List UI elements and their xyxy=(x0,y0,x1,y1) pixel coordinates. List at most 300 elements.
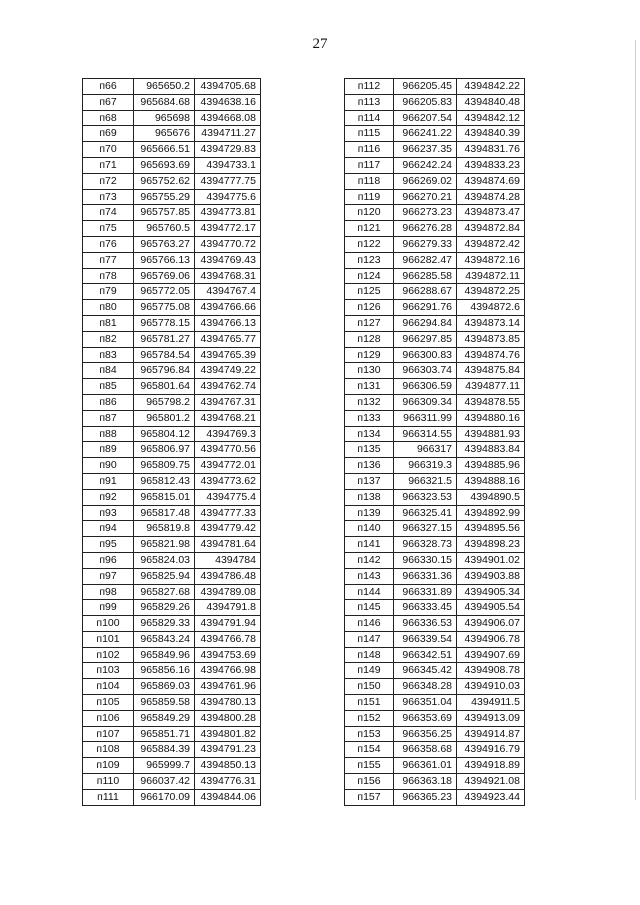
point-id-cell: п154 xyxy=(345,742,394,758)
table-row xyxy=(345,774,525,790)
point-id-cell: п151 xyxy=(345,695,394,711)
y-coordinate-cell: 4394705.68 xyxy=(195,79,261,95)
x-coordinate-cell: 965809.75 xyxy=(134,458,195,474)
table-row xyxy=(83,236,261,252)
point-id-cell: п71 xyxy=(83,157,134,173)
table-row xyxy=(83,647,261,663)
table-row xyxy=(83,347,261,363)
x-coordinate-cell: 965812.43 xyxy=(134,473,195,489)
table-row xyxy=(345,742,525,758)
table-row xyxy=(345,189,525,205)
y-coordinate-cell: 4394918.89 xyxy=(457,758,525,774)
x-coordinate-cell: 966314.55 xyxy=(394,426,457,442)
point-id-cell: п132 xyxy=(345,394,394,410)
y-coordinate-cell: 4394765.39 xyxy=(195,347,261,363)
x-coordinate-cell: 966323.53 xyxy=(394,489,457,505)
point-id-cell: п129 xyxy=(345,347,394,363)
y-coordinate-cell: 4394890.5 xyxy=(457,489,525,505)
y-coordinate-cell: 4394881.93 xyxy=(457,426,525,442)
table-row xyxy=(83,695,261,711)
point-id-cell: п113 xyxy=(345,94,394,110)
point-id-cell: п82 xyxy=(83,331,134,347)
table-row xyxy=(345,600,525,616)
x-coordinate-cell: 966205.45 xyxy=(394,79,457,95)
y-coordinate-cell: 4394768.21 xyxy=(195,410,261,426)
x-coordinate-cell: 965772.05 xyxy=(134,284,195,300)
y-coordinate-cell: 4394773.62 xyxy=(195,473,261,489)
x-coordinate-cell: 965825.94 xyxy=(134,568,195,584)
x-coordinate-cell: 966331.89 xyxy=(394,584,457,600)
point-id-cell: п141 xyxy=(345,537,394,553)
table-row xyxy=(345,347,525,363)
x-coordinate-cell: 966207.54 xyxy=(394,110,457,126)
point-id-cell: п120 xyxy=(345,205,394,221)
y-coordinate-cell: 4394910.03 xyxy=(457,679,525,695)
point-id-cell: п112 xyxy=(345,79,394,95)
point-id-cell: п126 xyxy=(345,300,394,316)
point-id-cell: п139 xyxy=(345,505,394,521)
point-id-cell: п91 xyxy=(83,473,134,489)
x-coordinate-cell: 965849.29 xyxy=(134,710,195,726)
point-id-cell: п85 xyxy=(83,379,134,395)
table-row xyxy=(83,616,261,632)
table-row xyxy=(83,458,261,474)
table-row xyxy=(83,79,261,95)
x-coordinate-cell: 966319.3 xyxy=(394,458,457,474)
table-row xyxy=(83,284,261,300)
table-row xyxy=(345,584,525,600)
x-coordinate-cell: 965817.48 xyxy=(134,505,195,521)
table-row xyxy=(83,221,261,237)
table-row xyxy=(345,521,525,537)
point-id-cell: п93 xyxy=(83,505,134,521)
table-row xyxy=(345,157,525,173)
y-coordinate-cell: 4394772.17 xyxy=(195,221,261,237)
table-row xyxy=(345,142,525,158)
x-coordinate-cell: 966270.21 xyxy=(394,189,457,205)
point-id-cell: п86 xyxy=(83,394,134,410)
point-id-cell: п111 xyxy=(83,789,134,805)
point-id-cell: п88 xyxy=(83,426,134,442)
point-id-cell: п106 xyxy=(83,710,134,726)
x-coordinate-cell: 965806.97 xyxy=(134,442,195,458)
y-coordinate-cell: 4394766.66 xyxy=(195,300,261,316)
table-row xyxy=(83,268,261,284)
table-row xyxy=(345,300,525,316)
point-id-cell: п143 xyxy=(345,568,394,584)
x-coordinate-cell: 966288.67 xyxy=(394,284,457,300)
x-coordinate-cell: 966205.83 xyxy=(394,94,457,110)
x-coordinate-cell: 966300.83 xyxy=(394,347,457,363)
y-coordinate-cell: 4394880.16 xyxy=(457,410,525,426)
point-id-cell: п90 xyxy=(83,458,134,474)
y-coordinate-cell: 4394840.39 xyxy=(457,126,525,142)
x-coordinate-cell: 966285.58 xyxy=(394,268,457,284)
y-coordinate-cell: 4394766.98 xyxy=(195,663,261,679)
table-row xyxy=(83,315,261,331)
point-id-cell: п83 xyxy=(83,347,134,363)
y-coordinate-cell: 4394769.43 xyxy=(195,252,261,268)
x-coordinate-cell: 966339.54 xyxy=(394,631,457,647)
y-coordinate-cell: 4394767.31 xyxy=(195,394,261,410)
table-row xyxy=(345,221,525,237)
table-row xyxy=(345,789,525,805)
point-id-cell: п117 xyxy=(345,157,394,173)
table-row xyxy=(83,742,261,758)
point-id-cell: п102 xyxy=(83,647,134,663)
coordinates-table-left xyxy=(82,78,261,806)
y-coordinate-cell: 4394800.28 xyxy=(195,710,261,726)
table-row xyxy=(345,552,525,568)
x-coordinate-cell: 965856.16 xyxy=(134,663,195,679)
table-row xyxy=(83,774,261,790)
table-row xyxy=(345,268,525,284)
y-coordinate-cell: 4394908.78 xyxy=(457,663,525,679)
point-id-cell: п122 xyxy=(345,236,394,252)
y-coordinate-cell: 4394906.78 xyxy=(457,631,525,647)
table-row xyxy=(83,552,261,568)
x-coordinate-cell: 965766.13 xyxy=(134,252,195,268)
y-coordinate-cell: 4394668.08 xyxy=(195,110,261,126)
point-id-cell: п68 xyxy=(83,110,134,126)
x-coordinate-cell: 966241.22 xyxy=(394,126,457,142)
point-id-cell: п75 xyxy=(83,221,134,237)
y-coordinate-cell: 4394872.6 xyxy=(457,300,525,316)
x-coordinate-cell: 966353.69 xyxy=(394,710,457,726)
point-id-cell: п147 xyxy=(345,631,394,647)
table-row xyxy=(83,94,261,110)
table-row xyxy=(345,94,525,110)
point-id-cell: п153 xyxy=(345,726,394,742)
y-coordinate-cell: 4394921.08 xyxy=(457,774,525,790)
point-id-cell: п115 xyxy=(345,126,394,142)
y-coordinate-cell: 4394749.22 xyxy=(195,363,261,379)
y-coordinate-cell: 4394872.42 xyxy=(457,236,525,252)
y-coordinate-cell: 4394874.28 xyxy=(457,189,525,205)
table-row xyxy=(345,710,525,726)
y-coordinate-cell: 4394779.42 xyxy=(195,521,261,537)
x-coordinate-cell: 966361.01 xyxy=(394,758,457,774)
x-coordinate-cell: 965757.85 xyxy=(134,205,195,221)
table-row xyxy=(345,205,525,221)
point-id-cell: п157 xyxy=(345,789,394,805)
y-coordinate-cell: 4394767.4 xyxy=(195,284,261,300)
x-coordinate-cell: 965676 xyxy=(134,126,195,142)
x-coordinate-cell: 966269.02 xyxy=(394,173,457,189)
x-coordinate-cell: 965763.27 xyxy=(134,236,195,252)
y-coordinate-cell: 4394842.22 xyxy=(457,79,525,95)
y-coordinate-cell: 4394791.8 xyxy=(195,600,261,616)
x-coordinate-cell: 965859.58 xyxy=(134,695,195,711)
point-id-cell: п67 xyxy=(83,94,134,110)
table-row xyxy=(83,173,261,189)
x-coordinate-cell: 966336.53 xyxy=(394,616,457,632)
point-id-cell: п89 xyxy=(83,442,134,458)
table-row xyxy=(83,410,261,426)
y-coordinate-cell: 4394873.85 xyxy=(457,331,525,347)
x-coordinate-cell: 965801.64 xyxy=(134,379,195,395)
point-id-cell: п92 xyxy=(83,489,134,505)
point-id-cell: п72 xyxy=(83,173,134,189)
point-id-cell: п78 xyxy=(83,268,134,284)
y-coordinate-cell: 4394733.1 xyxy=(195,157,261,173)
y-coordinate-cell: 4394916.79 xyxy=(457,742,525,758)
y-coordinate-cell: 4394911.5 xyxy=(457,695,525,711)
table-row xyxy=(345,284,525,300)
x-coordinate-cell: 965775.08 xyxy=(134,300,195,316)
point-id-cell: п134 xyxy=(345,426,394,442)
y-coordinate-cell: 4394878.55 xyxy=(457,394,525,410)
point-id-cell: п152 xyxy=(345,710,394,726)
x-coordinate-cell: 965760.5 xyxy=(134,221,195,237)
table-row xyxy=(345,758,525,774)
table-row xyxy=(345,110,525,126)
point-id-cell: п142 xyxy=(345,552,394,568)
y-coordinate-cell: 4394766.13 xyxy=(195,315,261,331)
table-row xyxy=(345,679,525,695)
x-coordinate-cell: 966345.42 xyxy=(394,663,457,679)
point-id-cell: п119 xyxy=(345,189,394,205)
table-row xyxy=(83,394,261,410)
point-id-cell: п109 xyxy=(83,758,134,774)
point-id-cell: п144 xyxy=(345,584,394,600)
table-row xyxy=(83,726,261,742)
x-coordinate-cell: 965796.84 xyxy=(134,363,195,379)
x-coordinate-cell: 966297.85 xyxy=(394,331,457,347)
y-coordinate-cell: 4394901.02 xyxy=(457,552,525,568)
point-id-cell: п97 xyxy=(83,568,134,584)
x-coordinate-cell: 966356.25 xyxy=(394,726,457,742)
table-row xyxy=(345,489,525,505)
point-id-cell: п94 xyxy=(83,521,134,537)
point-id-cell: п81 xyxy=(83,315,134,331)
x-coordinate-cell: 965784.54 xyxy=(134,347,195,363)
y-coordinate-cell: 4394872.11 xyxy=(457,268,525,284)
x-coordinate-cell: 965869.03 xyxy=(134,679,195,695)
table-row xyxy=(83,157,261,173)
x-coordinate-cell: 965801.2 xyxy=(134,410,195,426)
point-id-cell: п73 xyxy=(83,189,134,205)
y-coordinate-cell: 4394766.78 xyxy=(195,631,261,647)
y-coordinate-cell: 4394842.12 xyxy=(457,110,525,126)
point-id-cell: п79 xyxy=(83,284,134,300)
y-coordinate-cell: 4394883.84 xyxy=(457,442,525,458)
x-coordinate-cell: 966342.51 xyxy=(394,647,457,663)
x-coordinate-cell: 966273.23 xyxy=(394,205,457,221)
point-id-cell: п70 xyxy=(83,142,134,158)
x-coordinate-cell: 965849.96 xyxy=(134,647,195,663)
x-coordinate-cell: 965798.2 xyxy=(134,394,195,410)
point-id-cell: п123 xyxy=(345,252,394,268)
x-coordinate-cell: 966282.47 xyxy=(394,252,457,268)
point-id-cell: п104 xyxy=(83,679,134,695)
y-coordinate-cell: 4394765.77 xyxy=(195,331,261,347)
point-id-cell: п80 xyxy=(83,300,134,316)
y-coordinate-cell: 4394914.87 xyxy=(457,726,525,742)
y-coordinate-cell: 4394892.99 xyxy=(457,505,525,521)
point-id-cell: п107 xyxy=(83,726,134,742)
table-row xyxy=(83,252,261,268)
point-id-cell: п96 xyxy=(83,552,134,568)
table-row xyxy=(345,568,525,584)
y-coordinate-cell: 4394895.56 xyxy=(457,521,525,537)
x-coordinate-cell: 966303.74 xyxy=(394,363,457,379)
table-row xyxy=(83,126,261,142)
table-row xyxy=(83,110,261,126)
point-id-cell: п110 xyxy=(83,774,134,790)
y-coordinate-cell: 4394905.54 xyxy=(457,600,525,616)
y-coordinate-cell: 4394761.96 xyxy=(195,679,261,695)
x-coordinate-cell: 966294.84 xyxy=(394,315,457,331)
y-coordinate-cell: 4394770.56 xyxy=(195,442,261,458)
point-id-cell: п77 xyxy=(83,252,134,268)
point-id-cell: п114 xyxy=(345,110,394,126)
page-number: 27 xyxy=(312,36,328,52)
table-row xyxy=(345,379,525,395)
x-coordinate-cell: 965778.15 xyxy=(134,315,195,331)
x-coordinate-cell: 966321.5 xyxy=(394,473,457,489)
table-row xyxy=(83,584,261,600)
table-row xyxy=(345,631,525,647)
table-row xyxy=(345,315,525,331)
y-coordinate-cell: 4394772.01 xyxy=(195,458,261,474)
table-row xyxy=(345,363,525,379)
y-coordinate-cell: 4394877.11 xyxy=(457,379,525,395)
x-coordinate-cell: 965769.06 xyxy=(134,268,195,284)
x-coordinate-cell: 965851.71 xyxy=(134,726,195,742)
x-coordinate-cell: 966325.41 xyxy=(394,505,457,521)
y-coordinate-cell: 4394729.83 xyxy=(195,142,261,158)
x-coordinate-cell: 965804.12 xyxy=(134,426,195,442)
x-coordinate-cell: 966276.28 xyxy=(394,221,457,237)
y-coordinate-cell: 4394638.16 xyxy=(195,94,261,110)
table-row xyxy=(345,537,525,553)
x-coordinate-cell: 966311.99 xyxy=(394,410,457,426)
y-coordinate-cell: 4394850.13 xyxy=(195,758,261,774)
y-coordinate-cell: 4394873.47 xyxy=(457,205,525,221)
point-id-cell: п95 xyxy=(83,537,134,553)
point-id-cell: п145 xyxy=(345,600,394,616)
table-row xyxy=(345,647,525,663)
y-coordinate-cell: 4394831.76 xyxy=(457,142,525,158)
y-coordinate-cell: 4394833.23 xyxy=(457,157,525,173)
x-coordinate-cell: 965999.7 xyxy=(134,758,195,774)
y-coordinate-cell: 4394768.31 xyxy=(195,268,261,284)
coordinates-table-right xyxy=(344,78,525,806)
y-coordinate-cell: 4394872.25 xyxy=(457,284,525,300)
y-coordinate-cell: 4394875.84 xyxy=(457,363,525,379)
x-coordinate-cell: 966331.36 xyxy=(394,568,457,584)
table-row xyxy=(345,726,525,742)
point-id-cell: п130 xyxy=(345,363,394,379)
table-row xyxy=(83,631,261,647)
y-coordinate-cell: 4394769.3 xyxy=(195,426,261,442)
y-coordinate-cell: 4394840.48 xyxy=(457,94,525,110)
point-id-cell: п74 xyxy=(83,205,134,221)
point-id-cell: п118 xyxy=(345,173,394,189)
x-coordinate-cell: 966237.35 xyxy=(394,142,457,158)
point-id-cell: п100 xyxy=(83,616,134,632)
x-coordinate-cell: 966279.33 xyxy=(394,236,457,252)
y-coordinate-cell: 4394801.82 xyxy=(195,726,261,742)
table-row xyxy=(345,126,525,142)
y-coordinate-cell: 4394888.16 xyxy=(457,473,525,489)
x-coordinate-cell: 966363.18 xyxy=(394,774,457,790)
table-row xyxy=(83,142,261,158)
y-coordinate-cell: 4394773.81 xyxy=(195,205,261,221)
table-row xyxy=(345,79,525,95)
point-id-cell: п101 xyxy=(83,631,134,647)
point-id-cell: п138 xyxy=(345,489,394,505)
x-coordinate-cell: 966358.68 xyxy=(394,742,457,758)
x-coordinate-cell: 965819.8 xyxy=(134,521,195,537)
y-coordinate-cell: 4394907.69 xyxy=(457,647,525,663)
point-id-cell: п155 xyxy=(345,758,394,774)
y-coordinate-cell: 4394874.76 xyxy=(457,347,525,363)
point-id-cell: п98 xyxy=(83,584,134,600)
table-row xyxy=(83,679,261,695)
x-coordinate-cell: 965755.29 xyxy=(134,189,195,205)
x-coordinate-cell: 965821.98 xyxy=(134,537,195,553)
table-row xyxy=(345,236,525,252)
table-row xyxy=(83,363,261,379)
x-coordinate-cell: 966037.42 xyxy=(134,774,195,790)
point-id-cell: п149 xyxy=(345,663,394,679)
point-id-cell: п131 xyxy=(345,379,394,395)
y-coordinate-cell: 4394786.48 xyxy=(195,568,261,584)
y-coordinate-cell: 4394885.96 xyxy=(457,458,525,474)
point-id-cell: п125 xyxy=(345,284,394,300)
x-coordinate-cell: 966291.76 xyxy=(394,300,457,316)
x-coordinate-cell: 965698 xyxy=(134,110,195,126)
point-id-cell: п69 xyxy=(83,126,134,142)
table-row xyxy=(345,394,525,410)
table-row xyxy=(345,331,525,347)
y-coordinate-cell: 4394905.34 xyxy=(457,584,525,600)
point-id-cell: п99 xyxy=(83,600,134,616)
x-coordinate-cell: 965666.51 xyxy=(134,142,195,158)
point-id-cell: п150 xyxy=(345,679,394,695)
table-row xyxy=(345,426,525,442)
point-id-cell: п121 xyxy=(345,221,394,237)
y-coordinate-cell: 4394791.23 xyxy=(195,742,261,758)
table-row xyxy=(83,710,261,726)
y-coordinate-cell: 4394873.14 xyxy=(457,315,525,331)
x-coordinate-cell: 965752.62 xyxy=(134,173,195,189)
point-id-cell: п76 xyxy=(83,236,134,252)
table-row xyxy=(83,205,261,221)
point-id-cell: п103 xyxy=(83,663,134,679)
y-coordinate-cell: 4394872.16 xyxy=(457,252,525,268)
table-row xyxy=(345,663,525,679)
point-id-cell: п87 xyxy=(83,410,134,426)
x-coordinate-cell: 966365.23 xyxy=(394,789,457,805)
y-coordinate-cell: 4394903.88 xyxy=(457,568,525,584)
y-coordinate-cell: 4394906.07 xyxy=(457,616,525,632)
point-id-cell: п156 xyxy=(345,774,394,790)
point-id-cell: п135 xyxy=(345,442,394,458)
y-coordinate-cell: 4394913.09 xyxy=(457,710,525,726)
y-coordinate-cell: 4394784 xyxy=(195,552,261,568)
y-coordinate-cell: 4394874.69 xyxy=(457,173,525,189)
y-coordinate-cell: 4394777.75 xyxy=(195,173,261,189)
point-id-cell: п140 xyxy=(345,521,394,537)
x-coordinate-cell: 966242.24 xyxy=(394,157,457,173)
x-coordinate-cell: 966309.34 xyxy=(394,394,457,410)
table-row xyxy=(83,379,261,395)
y-coordinate-cell: 4394776.31 xyxy=(195,774,261,790)
table-row xyxy=(83,521,261,537)
